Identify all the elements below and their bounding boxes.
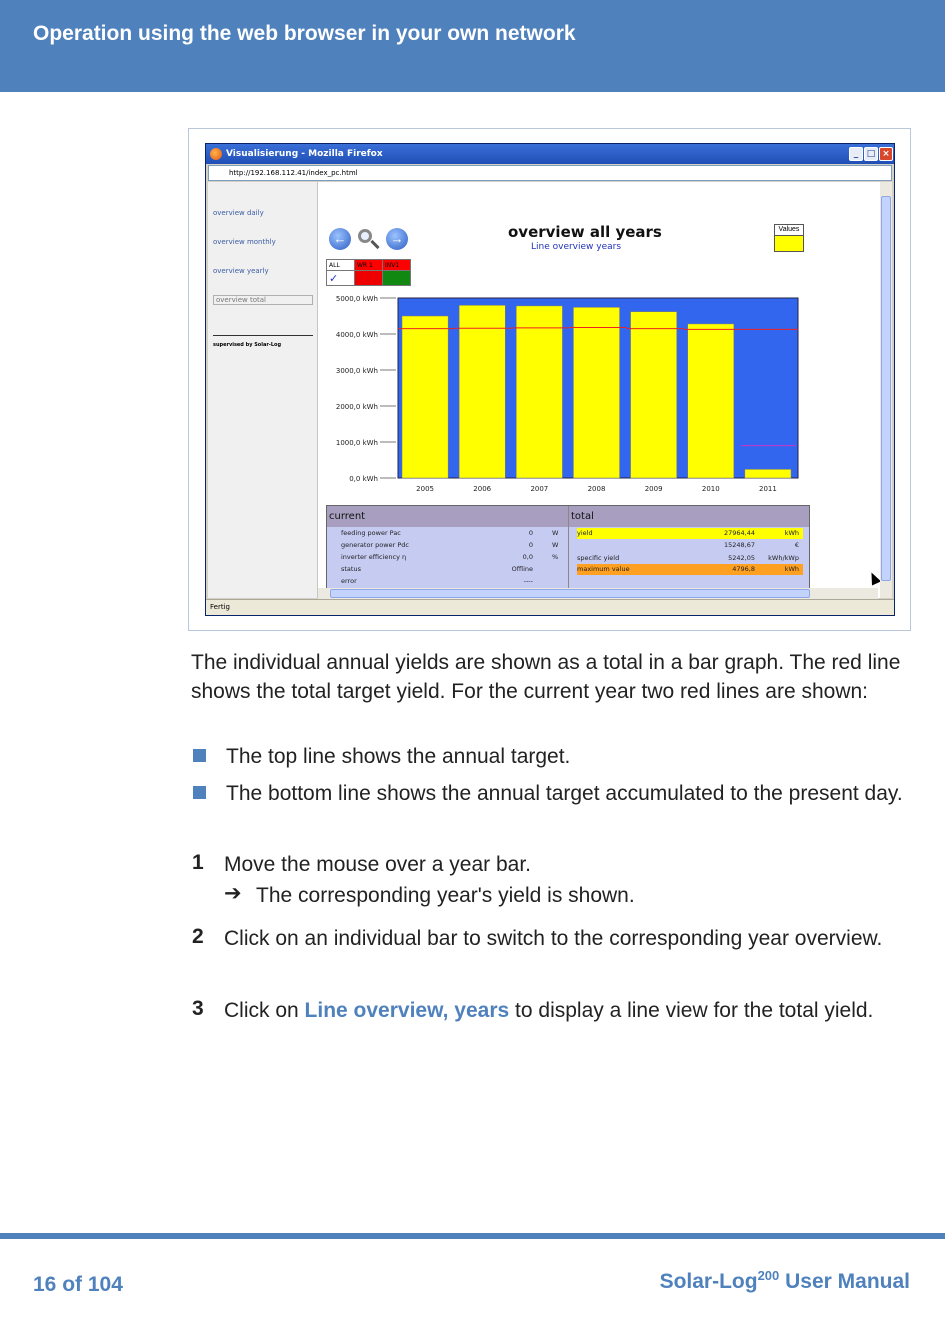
line-overview-years-link: Line overview, years [304, 999, 510, 1022]
stats-panel [326, 505, 810, 589]
next-arrow-icon[interactable]: → [386, 228, 408, 250]
stat-label: maximum value [577, 565, 630, 573]
sidebar [208, 182, 318, 598]
current-stat-row [341, 564, 561, 575]
manual-title [660, 1268, 910, 1294]
intro-paragraph: The individual annual yields are shown as a total in a bar graph. The red line shows the total target yield. For the current year two red lines are shown: [191, 651, 901, 703]
close-icon[interactable]: × [879, 147, 893, 161]
stat-value: 0,0 [522, 553, 533, 561]
stats-divider [568, 506, 569, 588]
product-name: Solar-Log [659, 1270, 758, 1293]
y-tick-label: 3000,0 kWh [335, 367, 378, 375]
nav-overview-yearly[interactable]: overview yearly [213, 267, 269, 275]
total-stat-row [577, 553, 803, 564]
nav-overview-monthly[interactable]: overview monthly [213, 238, 276, 246]
bar-2010 [688, 324, 734, 478]
supervised-label: supervised by Solar-Log [213, 342, 282, 348]
stat-unit: kWh [784, 565, 799, 573]
values-toggle[interactable] [774, 224, 804, 252]
stat-value: 5242,05 [728, 554, 755, 562]
stat-value: 4796,8 [732, 565, 755, 573]
y-tick-label: 4000,0 kWh [335, 331, 378, 339]
stat-unit: kWh [784, 529, 799, 537]
stat-label: yield [577, 529, 593, 537]
stat-value: ---- [523, 577, 533, 585]
x-tick-label: 2011 [759, 485, 777, 493]
step-3-suffix: to display a line view for the total yield. [509, 999, 874, 1022]
mouse-cursor-icon [867, 570, 881, 585]
minimize-icon[interactable]: _ [849, 147, 863, 161]
annual-yield-bar-chart [320, 290, 804, 500]
values-label: Values [775, 225, 803, 236]
total-stat-row [577, 540, 803, 551]
manual-label: User Manual [779, 1270, 910, 1293]
y-tick-label: 5000,0 kWh [335, 295, 378, 303]
legend-all[interactable]: ALL [327, 260, 355, 271]
stat-value: 0 [528, 529, 533, 537]
page-number: 16 of 104 [33, 1273, 123, 1296]
x-tick-label: 2008 [587, 485, 606, 493]
address-bar[interactable]: http://192.168.112.41/index_pc.html [208, 165, 892, 181]
section-title: Operation using the web browser in your own network [33, 22, 576, 45]
chart-title: overview all years [508, 223, 662, 241]
nav-overview-total[interactable]: overview total [213, 295, 313, 305]
x-tick-label: 2007 [530, 485, 549, 493]
y-tick-label: 0,0 kWh [349, 475, 378, 483]
browser-title-bar [206, 144, 894, 164]
step-number: 2 [192, 925, 204, 948]
stat-label: feeding power Pac [341, 529, 401, 537]
stat-label: status [341, 565, 361, 573]
sidebar-divider [213, 335, 313, 336]
bar-2011 [745, 469, 791, 478]
stat-label: specific yield [577, 554, 620, 562]
step-1-text: Move the mouse over a year bar. [224, 853, 531, 876]
current-stat-row [341, 540, 561, 551]
step-3-text [224, 996, 904, 1025]
stat-unit: W [552, 529, 559, 537]
bar-2006 [459, 305, 505, 478]
legend-all-check[interactable] [327, 271, 355, 286]
bar-2009 [631, 312, 677, 478]
total-stat-row [577, 564, 803, 575]
x-tick-label: 2009 [644, 485, 663, 493]
stat-value: Offline [511, 565, 533, 573]
stat-label: inverter efficiency η [341, 553, 407, 561]
y-tick-label: 2000,0 kWh [335, 403, 378, 411]
total-stat-row [577, 528, 803, 539]
legend-wr1-swatch[interactable] [355, 271, 383, 286]
footer-divider [0, 1233, 945, 1239]
bar-2005 [402, 316, 448, 478]
step-number: 3 [192, 997, 204, 1020]
legend-wr1[interactable]: WR 1 [355, 260, 383, 271]
chart-subtitle-link[interactable]: Line overview years [531, 242, 622, 252]
total-header: total [569, 506, 809, 527]
product-model: 200 [757, 1268, 780, 1283]
step-3-prefix: Click on [224, 999, 305, 1022]
step-1-result: The corresponding year's yield is shown. [256, 884, 635, 907]
stat-unit: € [794, 541, 799, 549]
stat-value: 27964,44 [723, 529, 755, 537]
step-number: 1 [192, 851, 204, 874]
y-tick-label: 1000,0 kWh [335, 439, 378, 447]
stat-unit: W [552, 541, 559, 549]
checkmark-icon: ✓ [329, 271, 339, 285]
browser-status-bar: Fertig [206, 599, 894, 615]
bullet-annual-target: The top line shows the annual target. [226, 745, 571, 768]
result-arrow-icon: ➔ [224, 882, 242, 905]
legend-inv1[interactable]: INV1 [383, 260, 411, 271]
current-header: current [327, 506, 568, 527]
stat-label: error [341, 577, 357, 585]
current-stat-row [341, 528, 561, 539]
bullet-icon [193, 749, 206, 762]
firefox-icon [210, 148, 222, 160]
page-header [0, 0, 945, 92]
current-stat-row [341, 552, 561, 563]
vertical-scrollbar[interactable] [880, 182, 892, 598]
horizontal-scrollbar[interactable] [318, 588, 878, 599]
bullet-icon [193, 786, 206, 799]
bar-2008 [573, 307, 619, 478]
previous-arrow-icon[interactable]: ← [329, 228, 351, 250]
stat-label: generator power Pdc [341, 541, 409, 549]
stat-unit: kWh/kWp [768, 554, 799, 562]
x-tick-label: 2005 [416, 485, 434, 493]
nav-overview-daily[interactable]: overview daily [213, 209, 264, 217]
x-tick-label: 2006 [473, 485, 492, 493]
bullet-accumulated-target: The bottom line shows the annual target accumulated to the present day. [226, 782, 903, 805]
bar-2007 [516, 306, 562, 478]
screenshot-figure [188, 128, 911, 631]
step-2-text: Click on an individual bar to switch to the corresponding year overview. [224, 927, 883, 950]
stat-value: 15248,67 [723, 541, 755, 549]
window-title: Visualisierung - Mozilla Firefox [226, 149, 383, 159]
x-tick-label: 2010 [701, 485, 720, 493]
legend-inv1-swatch[interactable] [383, 271, 411, 286]
browser-window [205, 143, 895, 616]
page-viewport [208, 182, 880, 598]
current-stat-row [341, 576, 561, 587]
stat-unit: % [552, 553, 559, 561]
magnifier-icon[interactable] [356, 227, 380, 251]
stat-value: 0 [528, 541, 533, 549]
maximize-icon[interactable]: □ [864, 147, 878, 161]
inverter-legend [326, 259, 411, 286]
